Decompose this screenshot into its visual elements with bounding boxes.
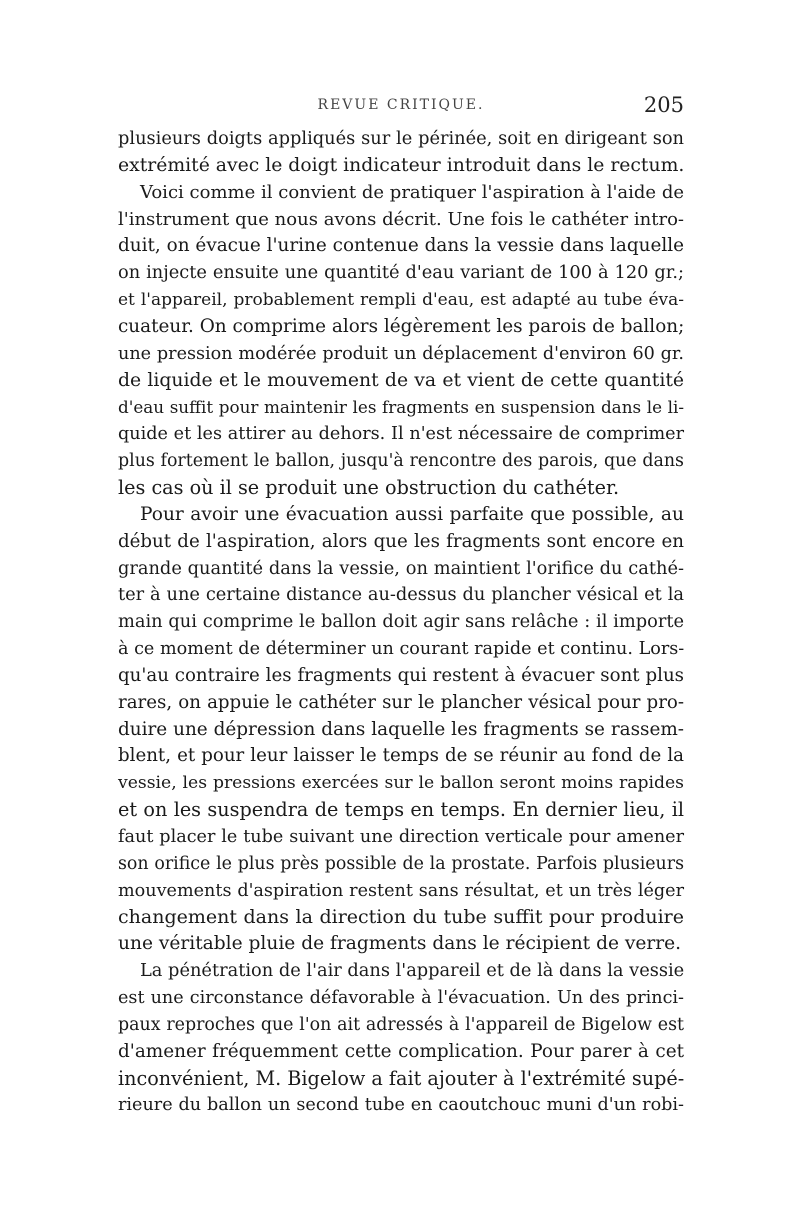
text-line: son orifice le plus près possible de la prostate. Parfois plusieurs <box>118 853 684 874</box>
text-line: d'amener fréquemment cette complication. Pour parer à cet <box>118 1040 684 1062</box>
text-line: on injecte ensuite une quantité d'eau variant de 100 à 120 gr.; <box>118 262 684 284</box>
text-line: une véritable pluie de fragments dans le récipient de verre. <box>118 933 682 955</box>
text-line: Pour avoir une évacuation aussi parfaite que possible, au <box>140 503 684 525</box>
text-line: à ce moment de déterminer un courant rapide et continu. Lors- <box>118 639 685 660</box>
text-line: de liquide et le mouvement de va et vient de cette quantité <box>118 369 684 391</box>
text-line: faut placer le tube suivant une direction verticale pour amener <box>118 826 684 847</box>
text-line: paux reproches que l'on ait adressés à l'appareil de Bigelow est <box>118 1014 684 1035</box>
text-line: changement dans la direction du tube suffit pour produire <box>118 906 684 929</box>
text-line: duire une dépression dans laquelle les fragments se rassem- <box>118 718 684 740</box>
text-line: vessie, les pressions exercées sur le ballon seront moins rapides <box>118 773 684 794</box>
text-line: qu'au contraire les fragments qui restent à évacuer sont plus <box>118 664 684 686</box>
text-line: une pression modérée produit un déplacement d'environ 60 gr. <box>118 343 684 364</box>
text-line: plus fortement le ballon, jusqu'à rencontre des parois, que dans <box>118 451 684 472</box>
text-line: extrémité avec le doigt indicateur introduit dans le rectum. <box>118 154 685 176</box>
text-line: mouvements d'aspiration restent sans résultat, et un très léger <box>118 880 684 901</box>
text-line: plusieurs doigts appliqués sur le périnée, soit en dirigeant son <box>118 128 684 149</box>
text-line: rieure du ballon un second tube en caoutchouc muni d'un robi- <box>118 1095 684 1116</box>
page-number: 205 <box>643 93 684 117</box>
running-header <box>118 93 684 117</box>
text-line: duit, on évacue l'urine contenue dans la vessie dans laquelle <box>118 235 684 257</box>
text-line: et l'appareil, probablement rempli d'eau, est adapté au tube éva- <box>118 290 684 311</box>
text-line: les cas où il se produit une obstruction du cathéter. <box>118 475 620 499</box>
text-line: main qui comprime le ballon doit agir sans relâche : il importe <box>118 611 684 633</box>
text-line: l'instrument que nous avons décrit. Une fois le cathéter intro- <box>118 208 684 230</box>
text-line: début de l'aspiration, alors que les fragments sont encore en <box>118 530 684 552</box>
text-line: La pénétration de l'air dans l'appareil et de là dans la vessie <box>140 960 685 982</box>
text-line: quide et les attirer au dehors. Il n'est nécessaire de comprimer <box>118 424 684 445</box>
text-line: blent, et pour leur laisser le temps de se réunir au fond de la <box>118 745 684 767</box>
text-body <box>118 126 684 1119</box>
text-line: inconvénient, M. Bigelow a fait ajouter à l'extrémité supé- <box>118 1066 685 1090</box>
text-line: grande quantité dans la vessie, on maintient l'orifice du cathé- <box>118 557 684 579</box>
text-line: est une circonstance défavorable à l'évacuation. Un des princi- <box>118 988 684 1008</box>
running-title: REVUE CRITIQUE. <box>317 97 485 113</box>
text-line: cuateur. On comprime alors légèrement les parois de ballon; <box>118 315 685 337</box>
text-line: d'eau suffit pour maintenir les fragments en suspension dans le li- <box>118 397 684 418</box>
text-line: et on les suspendra de temps en temps. En dernier lieu, il <box>118 798 684 822</box>
text-line: ter à une certaine distance au-dessus du plancher vésical et la <box>118 584 684 606</box>
text-line: rares, on appuie le cathéter sur le plancher vésical pour pro- <box>118 691 684 713</box>
text-line: Voici comme il convient de pratiquer l'aspiration à l'aide de <box>140 181 684 203</box>
